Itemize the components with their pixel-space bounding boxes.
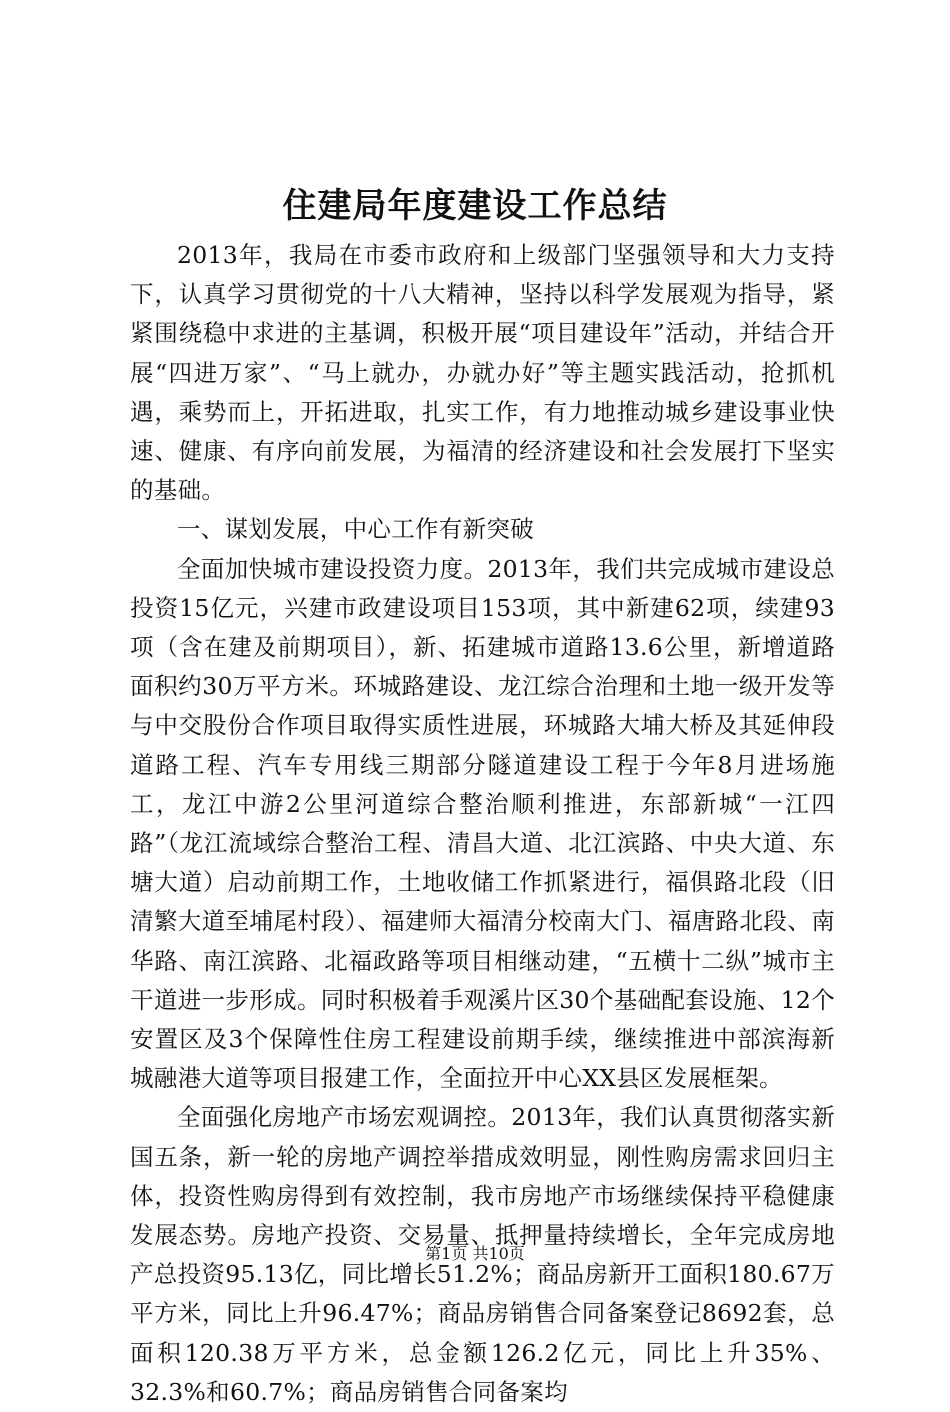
real-estate-paragraph: 全面强化房地产市场宏观调控。2013年，我们认真贯彻落实新国五条，新一轮的房地产调控举措成效明显，刚性购房需求回归主体，投资性购房得到有效控制，我市房地产市场继续保持平稳健康发展态势。房地产投资、交易量、抵押量持续增长，全年完成房地产总投资95.13亿，同比增长51.2%；商品房新开工面积180.67万平方米，同比上升96.47%；商品房销售合同备案登记8692套，总面积120.38万平方米，总金额126.2亿元，同比上升35%、32.3%和60.7%；商品房销售合同备案均 [130,1103,835,1406]
document-body [130,236,835,1412]
construction-investment-paragraph: 全面加快城市建设投资力度。2013年，我们共完成城市建设总投资15亿元，兴建市政建设项目153项，其中新建62项，续建93项（含在建及前期项目），新、拓建城市道路13.6公里，新增道路面积约30万平方米。环城路建设、龙江综合治理和土地一级开发等与中交股份合作项目取得实质性进展，环城路大埔大桥及其延伸段道路工程、汽车专用线三期部分隧道建设工程于今年8月进场施工，龙江中游2公里河道综合整治顺利推进，东部新城“一江四路”（龙江流域综合整治工程、清昌大道、北江滨路、中央大道、东塘大道）启动前期工作，土地收储工作抓紧进行，福俱路北段（旧清繁大道至埔尾村段）、福建师大福清分校南大门、福唐路北段、南华路、南江滨路、北福政路等项目相继动建，“五横十二纵”城市主干道进一步形成。同时积极着手观溪片区30个基础配套设施、12个安置区及3个保障性住房工程建设前期手续，继续推进中部滨海新城融港大道等项目报建工作，全面拉开中心XX县区发展框架。 [130,554,835,1093]
section-heading: 一、谋划发展，中心工作有新突破 [177,515,534,544]
intro-paragraph: 2013年，我局在市委市政府和上级部门坚强领导和大力支持下，认真学习贯彻党的十八大精神，坚持以科学发展观为指导，紧紧围绕稳中求进的主基调，积极开展“项目建设年”活动，并结合开展“四进万家”、“马上就办，办就办好”等主题实践活动，抢抓机遇，乘势而上，开拓进取，扎实工作，有力地推动城乡建设事业快速、健康、有序向前发展，为福清的经济建设和社会发展打下坚实的基础。 [130,241,835,505]
page-footer: 第1页 共10页 [425,1244,525,1263]
document-title: 住建局年度建设工作总结 [282,186,668,226]
